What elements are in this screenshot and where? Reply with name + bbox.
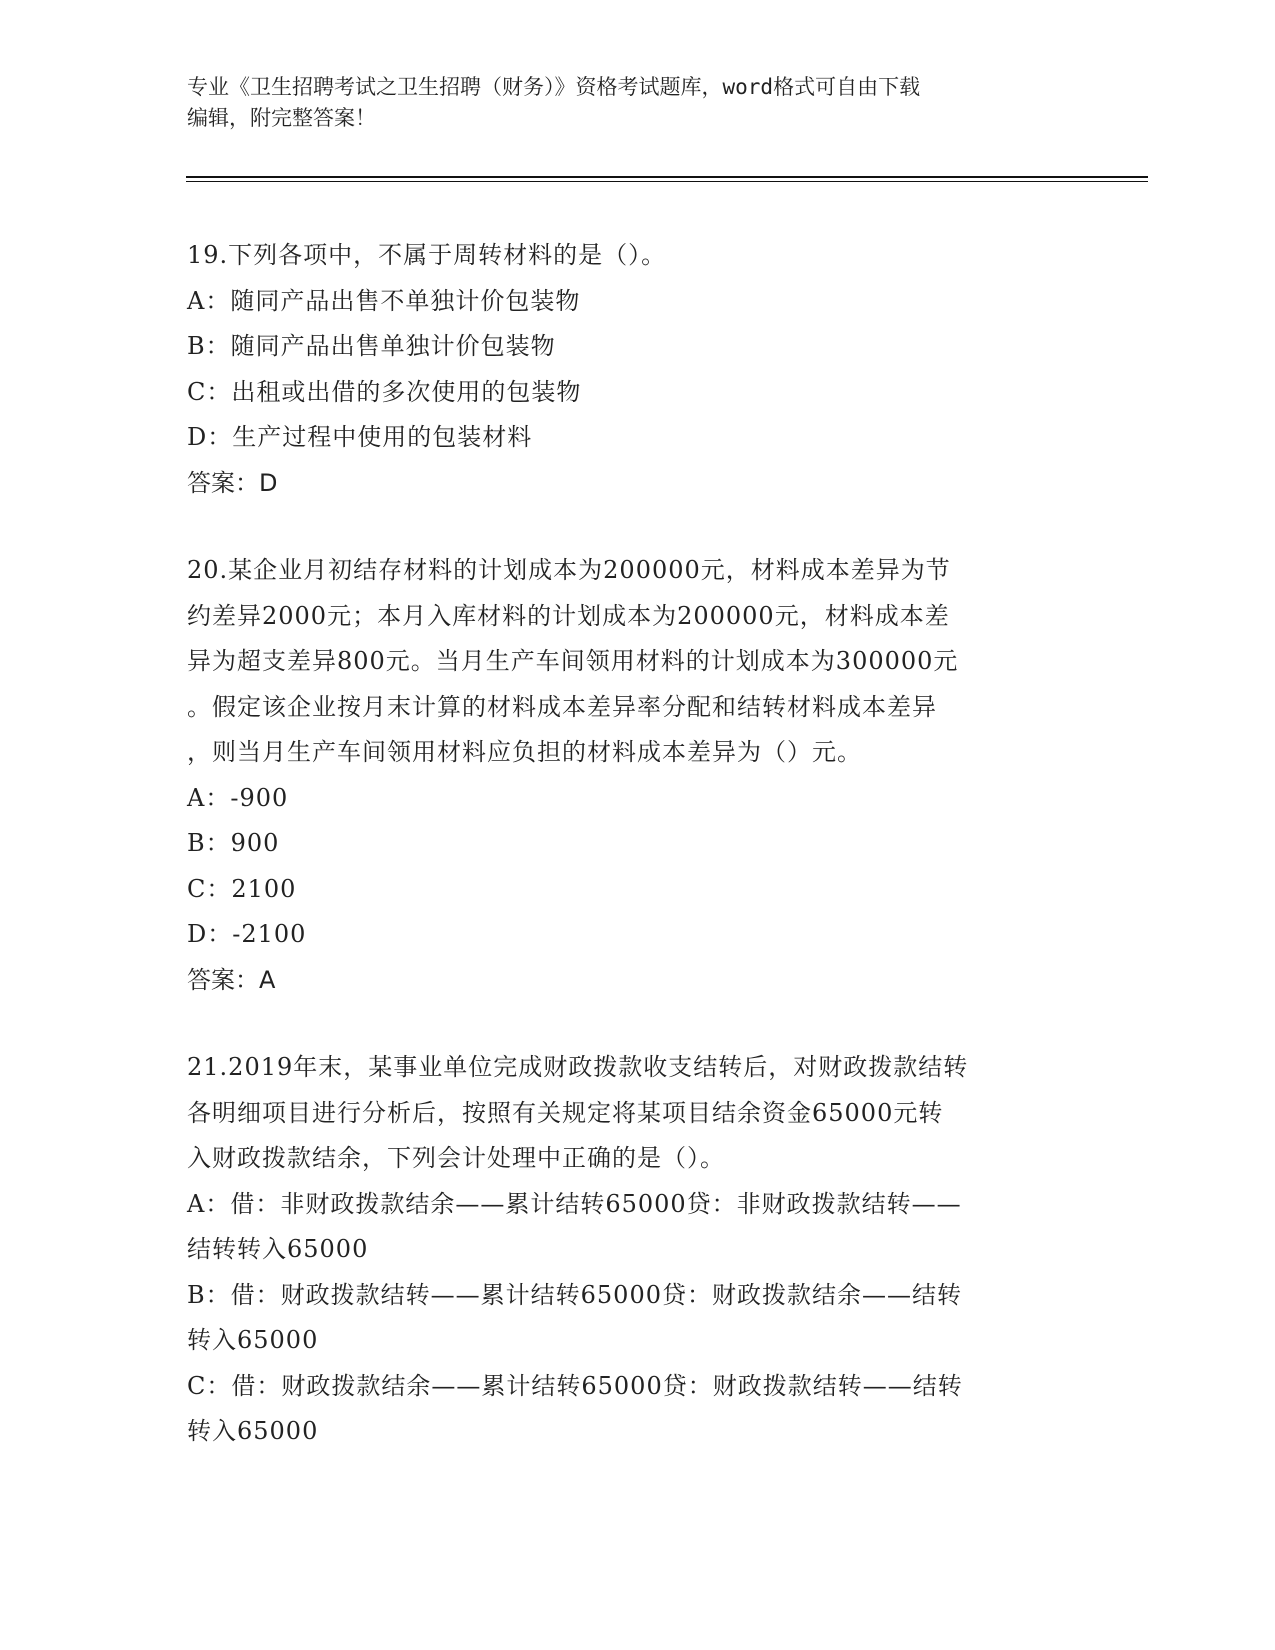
header-divider — [186, 176, 1148, 178]
header-line: 编辑，附完整答案！ — [187, 106, 376, 130]
question-stem: 20.某企业月初结存材料的计划成本为200000元，材料成本差异为节 — [187, 556, 951, 584]
option-b: B：900 — [187, 829, 280, 857]
question-stem: ，则当月生产车间领用材料应负担的材料成本差异为（）元。 — [187, 738, 862, 766]
question-stem: 异为超支差异800元。当月生产车间领用材料的计划成本为300000元 — [187, 647, 959, 675]
option-c: C：2100 — [187, 874, 297, 903]
question-stem: 各明细项目进行分析后，按照有关规定将某项目结余资金65000元转 — [187, 1098, 944, 1127]
option-a: A：随同产品出售不单独计价包装物 — [187, 286, 581, 315]
header-divider-thin — [186, 181, 1148, 182]
option-a-continued: 结转转入65000 — [187, 1235, 369, 1263]
question-21 — [187, 1045, 1087, 1455]
question-stem: 21.2019年末，某事业单位完成财政拨款收支结转后，对财政拨款结转 — [187, 1053, 969, 1081]
option-d: D：生产过程中使用的包装材料 — [187, 423, 533, 451]
question-19 — [187, 233, 1087, 506]
option-b: B：借：财政拨款结转——累计结转65000贷：财政拨款结余——结转 — [187, 1280, 962, 1309]
answer: 答案：A — [187, 965, 276, 994]
question-list — [187, 233, 1087, 1455]
header-line: 专业《卫生招聘考试之卫生招聘（财务）》资格考试题库，word格式可自由下载 — [187, 75, 921, 99]
option-c: C：借：财政拨款结余——累计结转65000贷：财政拨款结转——结转 — [187, 1371, 963, 1400]
option-a: A：借：非财政拨款结余——累计结转65000贷：非财政拨款结转—— — [187, 1189, 962, 1218]
answer: 答案：D — [187, 468, 278, 497]
document-header — [187, 72, 1067, 134]
option-c: C：出租或出借的多次使用的包装物 — [187, 377, 582, 406]
option-a: A：-900 — [187, 783, 289, 812]
question-20 — [187, 548, 1087, 1003]
option-b-continued: 转入65000 — [187, 1326, 319, 1354]
question-stem: 入财政拨款结余，下列会计处理中正确的是（）。 — [187, 1144, 725, 1172]
question-stem: 。假定该企业按月末计算的材料成本差异率分配和结转材料成本差异 — [187, 692, 937, 721]
question-stem: 19.下列各项中，不属于周转材料的是（）。 — [187, 241, 667, 269]
question-stem: 约差异2000元；本月入库材料的计划成本为200000元，材料成本差 — [187, 601, 950, 630]
option-b: B：随同产品出售单独计价包装物 — [187, 332, 556, 360]
option-c-continued: 转入65000 — [187, 1417, 319, 1445]
option-d: D：-2100 — [187, 920, 307, 948]
